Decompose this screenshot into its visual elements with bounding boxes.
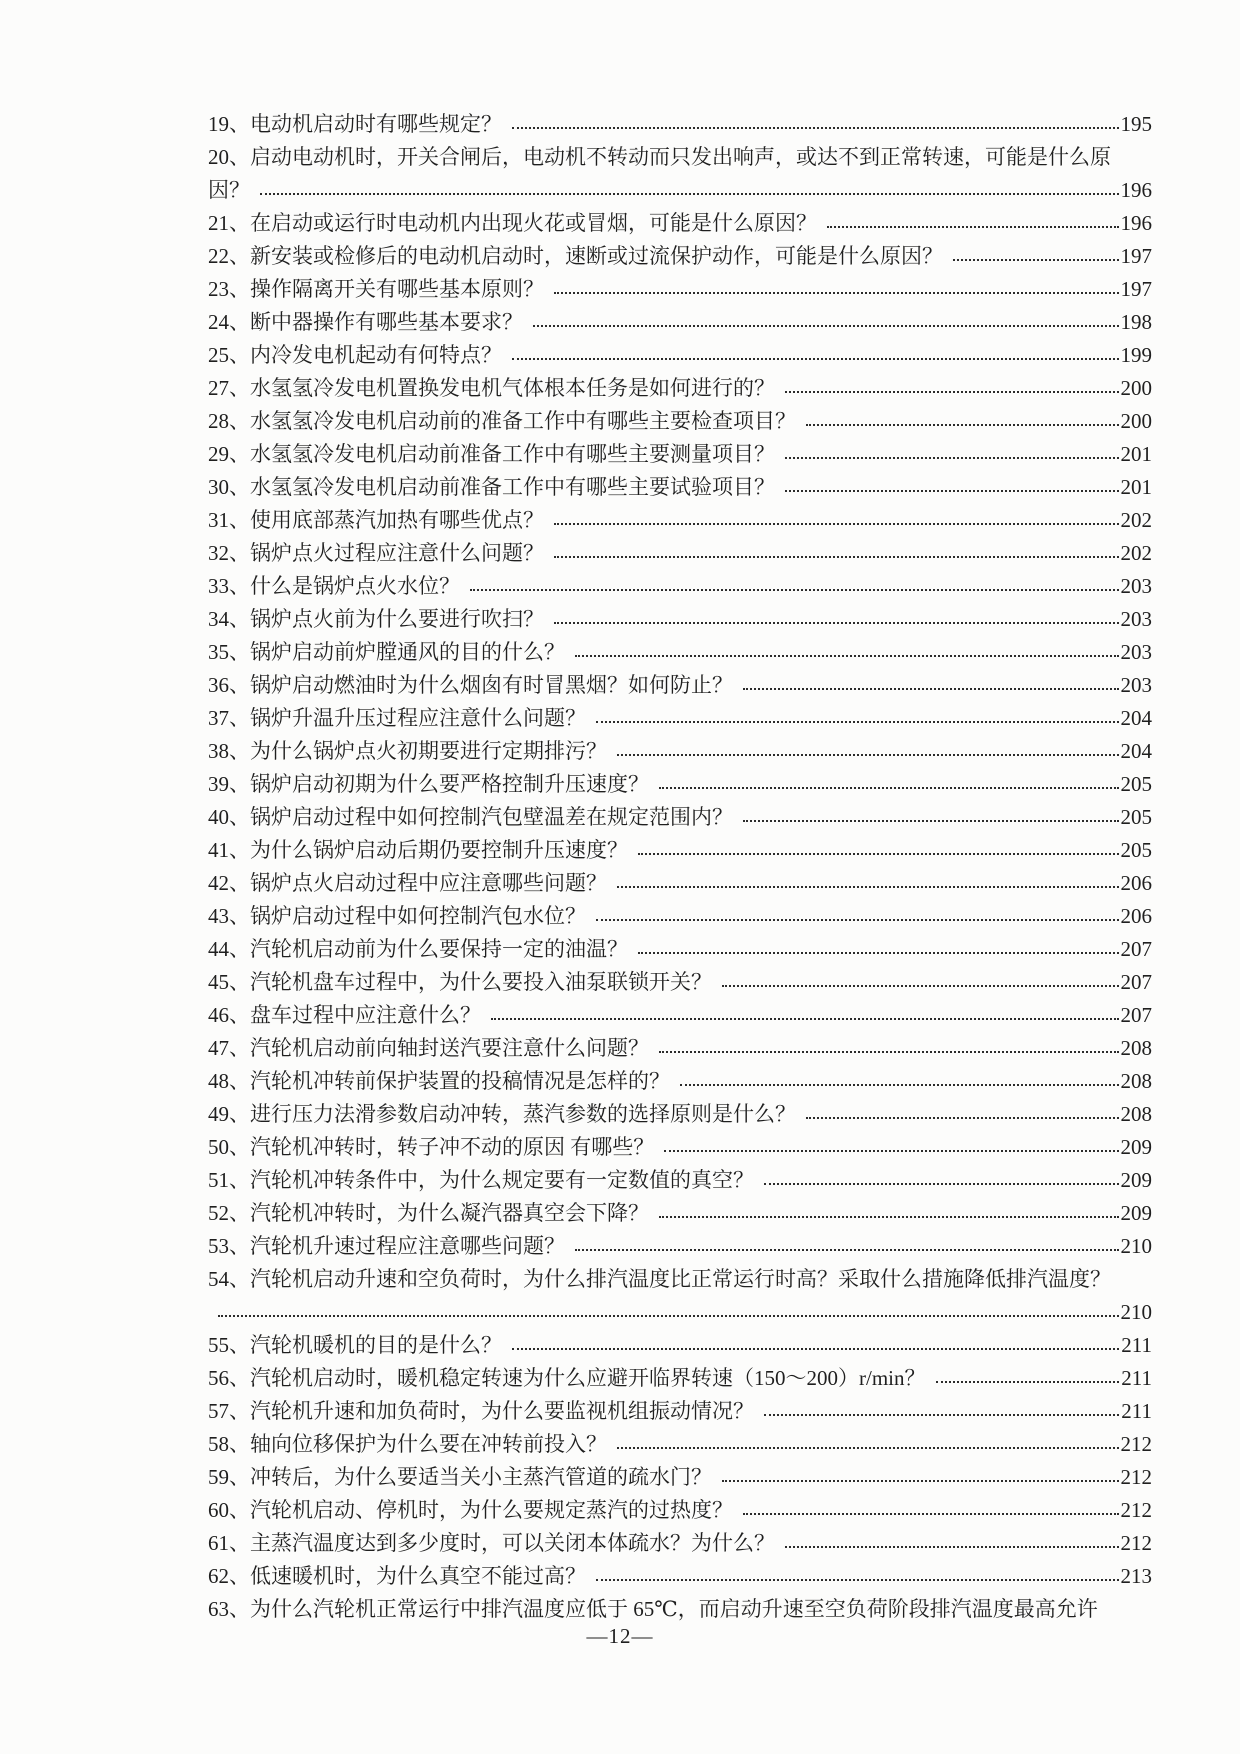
toc-entry-page-number: 203	[1120, 607, 1152, 631]
toc-entry	[208, 1325, 1152, 1358]
toc-entry-page-number: 205	[1120, 838, 1152, 862]
toc-entry	[208, 368, 1152, 401]
toc-entry-text: 47、汽轮机启动前向轴封送汽要注意什么问题？	[208, 1036, 649, 1060]
dot-leader	[659, 1051, 1119, 1053]
toc-entry-text: 24、断中器操作有哪些基本要求？	[208, 310, 523, 334]
toc-entry-page-number: 212	[1120, 1432, 1152, 1456]
toc-entry-text: 22、新安装或检修后的电动机启动时，速断或过流保护动作，可能是什么原因？	[208, 244, 943, 268]
toc-entry	[208, 1391, 1152, 1424]
toc-entry	[208, 1028, 1152, 1061]
dot-leader	[827, 226, 1119, 228]
toc-entry	[208, 434, 1152, 467]
toc-entry	[208, 830, 1152, 863]
dot-leader	[512, 127, 1119, 129]
toc-entry-text: 49、进行压力法滑参数启动冲转，蒸汽参数的选择原则是什么？	[208, 1102, 796, 1126]
toc-entry-page-number: 197	[1120, 277, 1152, 301]
toc-entry-page-number: 208	[1120, 1036, 1152, 1060]
toc-entry-text: 20、启动电动机时，开关合闸后，电动机不转动而只发出响声，或达不到正常转速，可能是什么原	[208, 145, 1111, 169]
toc-entry	[208, 170, 1152, 203]
dot-leader	[806, 1117, 1119, 1119]
toc-entry	[208, 1259, 1152, 1292]
toc-entry-text: 51、汽轮机冲转条件中，为什么规定要有一定数值的真空？	[208, 1168, 754, 1192]
toc-entry	[208, 533, 1152, 566]
toc-entry	[208, 731, 1152, 764]
dot-leader	[722, 985, 1119, 987]
toc-entry	[208, 863, 1152, 896]
toc-entry	[208, 1160, 1152, 1193]
toc-entry	[208, 1061, 1152, 1094]
dot-leader	[638, 952, 1119, 954]
toc-entry-text: 61、主蒸汽温度达到多少度时，可以关闭本体疏水？为什么？	[208, 1531, 775, 1555]
dot-leader	[659, 787, 1119, 789]
toc-entry-text: 42、锅炉点火启动过程中应注意哪些问题？	[208, 871, 607, 895]
dot-leader	[554, 292, 1119, 294]
toc-entry-page-number: 206	[1120, 871, 1152, 895]
toc-entry	[208, 665, 1152, 698]
toc-entry-text: 63、为什么汽轮机正常运行中排汽温度应低于 65℃，而启动升速至空负荷阶段排汽温度最高允许	[208, 1597, 1098, 1621]
toc-entry	[208, 335, 1152, 368]
dot-leader	[491, 1018, 1119, 1020]
dot-leader	[743, 820, 1119, 822]
toc-entry	[208, 1490, 1152, 1523]
toc-entry-page-number: 201	[1120, 442, 1152, 466]
toc-entry	[208, 104, 1152, 137]
toc-entry	[208, 1424, 1152, 1457]
dot-leader	[785, 1546, 1119, 1548]
toc-entry-page-number: 211	[1121, 1333, 1152, 1357]
toc-entry-text: 59、冲转后，为什么要适当关小主蒸汽管道的疏水门？	[208, 1465, 712, 1489]
toc-entry-page-number: 203	[1120, 574, 1152, 598]
toc-entry-text: 56、汽轮机启动时，暖机稳定转速为什么应避开临界转速（150～200）r/min？	[208, 1366, 926, 1390]
toc-entry	[208, 1589, 1152, 1622]
toc-entry	[208, 269, 1152, 302]
toc-entry-page-number: 210	[1120, 1234, 1152, 1258]
dot-leader	[596, 721, 1119, 723]
toc-entry-text: 55、汽轮机暖机的目的是什么？	[208, 1333, 502, 1357]
toc-entry-page-number: 208	[1120, 1102, 1152, 1126]
dot-leader	[785, 490, 1119, 492]
toc-entry	[208, 1457, 1152, 1490]
toc-entry-text: 57、汽轮机升速和加负荷时，为什么要监视机组振动情况？	[208, 1399, 754, 1423]
toc-entry-page-number: 208	[1120, 1069, 1152, 1093]
toc-entry-page-number: 211	[1121, 1399, 1152, 1423]
dot-leader	[617, 886, 1119, 888]
toc-entry-page-number: 203	[1120, 673, 1152, 697]
toc-entry	[208, 566, 1152, 599]
toc-entry	[208, 962, 1152, 995]
toc-entry-text: 46、盘车过程中应注意什么？	[208, 1003, 481, 1027]
toc-entry-page-number: 198	[1120, 310, 1152, 334]
toc-entry-page-number: 212	[1120, 1531, 1152, 1555]
dot-leader	[722, 1480, 1119, 1482]
toc-entry	[208, 1556, 1152, 1589]
toc-entry-page-number: 201	[1120, 475, 1152, 499]
toc-entry-text: 因？	[208, 178, 250, 202]
toc-entry-text: 34、锅炉点火前为什么要进行吹扫？	[208, 607, 544, 631]
toc-entry-text: 53、汽轮机升速过程应注意哪些问题？	[208, 1234, 565, 1258]
dot-leader	[785, 457, 1119, 459]
toc-entry-text: 36、锅炉启动燃油时为什么烟囱有时冒黑烟？如何防止？	[208, 673, 733, 697]
toc-entry-page-number: 200	[1120, 409, 1152, 433]
toc-entry-page-number: 204	[1120, 706, 1152, 730]
toc-entry-text: 48、汽轮机冲转前保护装置的投稿情况是怎样的？	[208, 1069, 670, 1093]
toc-entry-page-number: 213	[1120, 1564, 1152, 1588]
dot-leader	[260, 193, 1119, 195]
toc-entry-text: 38、为什么锅炉点火初期要进行定期排污？	[208, 739, 607, 763]
toc-entry-page-number: 196	[1120, 178, 1152, 202]
toc-entry-text: 45、汽轮机盘车过程中，为什么要投入油泵联锁开关？	[208, 970, 712, 994]
toc-entry	[208, 203, 1152, 236]
dot-leader	[596, 919, 1119, 921]
toc-entry	[208, 1292, 1152, 1325]
dot-leader	[936, 1381, 1120, 1383]
toc-entry-page-number: 211	[1121, 1366, 1152, 1390]
toc-entry	[208, 764, 1152, 797]
toc-entry-page-number: 209	[1120, 1201, 1152, 1225]
toc-entry-page-number: 205	[1120, 772, 1152, 796]
toc-entry-page-number: 203	[1120, 640, 1152, 664]
dot-leader	[554, 523, 1119, 525]
toc-entry	[208, 401, 1152, 434]
dot-leader	[575, 655, 1119, 657]
dot-leader	[764, 1183, 1119, 1185]
toc-entry-page-number: 207	[1120, 1003, 1152, 1027]
dot-leader	[218, 1315, 1119, 1317]
dot-leader	[617, 754, 1119, 756]
table-of-contents	[208, 104, 1152, 1622]
toc-entry-page-number: 204	[1120, 739, 1152, 763]
toc-entry-page-number: 206	[1120, 904, 1152, 928]
toc-entry-text: 25、内冷发电机起动有何特点？	[208, 343, 502, 367]
toc-entry	[208, 1193, 1152, 1226]
toc-entry	[208, 599, 1152, 632]
toc-entry-text: 19、电动机启动时有哪些规定？	[208, 112, 502, 136]
dot-leader	[575, 1249, 1119, 1251]
dot-leader	[617, 1447, 1119, 1449]
dot-leader	[680, 1084, 1119, 1086]
toc-entry-text: 32、锅炉点火过程应注意什么问题？	[208, 541, 544, 565]
toc-entry-page-number: 200	[1120, 376, 1152, 400]
dot-leader	[659, 1216, 1119, 1218]
toc-entry	[208, 236, 1152, 269]
toc-entry-page-number: 209	[1120, 1168, 1152, 1192]
dot-leader	[638, 853, 1119, 855]
toc-entry-text: 52、汽轮机冲转时，为什么凝汽器真空会下降？	[208, 1201, 649, 1225]
toc-entry-text: 60、汽轮机启动、停机时，为什么要规定蒸汽的过热度？	[208, 1498, 733, 1522]
dot-leader	[512, 358, 1119, 360]
dot-leader	[953, 259, 1119, 261]
toc-entry-text: 23、操作隔离开关有哪些基本原则？	[208, 277, 544, 301]
toc-entry-page-number: 210	[1120, 1300, 1152, 1324]
toc-entry-text: 44、汽轮机启动前为什么要保持一定的油温？	[208, 937, 628, 961]
toc-entry	[208, 929, 1152, 962]
dot-leader	[533, 325, 1119, 327]
toc-entry-page-number: 197	[1120, 244, 1152, 268]
toc-entry-text: 28、水氢氢冷发电机启动前的准备工作中有哪些主要检查项目？	[208, 409, 796, 433]
toc-entry-text: 58、轴向位移保护为什么要在冲转前投入？	[208, 1432, 607, 1456]
toc-entry-text: 39、锅炉启动初期为什么要严格控制升压速度？	[208, 772, 649, 796]
toc-entry-text: 30、水氢氢冷发电机启动前准备工作中有哪些主要试验项目？	[208, 475, 775, 499]
toc-entry	[208, 995, 1152, 1028]
toc-entry-text: 27、水氢氢冷发电机置换发电机气体根本任务是如何进行的？	[208, 376, 775, 400]
toc-entry	[208, 302, 1152, 335]
toc-entry	[208, 1358, 1152, 1391]
toc-entry-text: 62、低速暖机时，为什么真空不能过高？	[208, 1564, 586, 1588]
toc-entry	[208, 1226, 1152, 1259]
toc-entry	[208, 1523, 1152, 1556]
toc-entry-text: 29、水氢氢冷发电机启动前准备工作中有哪些主要测量项目？	[208, 442, 775, 466]
toc-entry-text: 54、汽轮机启动升速和空负荷时，为什么排汽温度比正常运行时高？采取什么措施降低排汽温度？	[208, 1267, 1111, 1291]
toc-entry-page-number: 196	[1120, 211, 1152, 235]
toc-entry-page-number: 202	[1120, 508, 1152, 532]
dot-leader	[664, 1150, 1118, 1152]
dot-leader	[596, 1579, 1119, 1581]
toc-entry	[208, 1094, 1152, 1127]
toc-entry	[208, 797, 1152, 830]
dot-leader	[764, 1414, 1119, 1416]
dot-leader	[743, 1513, 1119, 1515]
toc-entry-text: 33、什么是锅炉点火水位？	[208, 574, 460, 598]
dot-leader	[785, 391, 1119, 393]
dot-leader	[470, 589, 1119, 591]
dot-leader	[806, 424, 1119, 426]
toc-entry	[208, 698, 1152, 731]
toc-entry-text: 31、使用底部蒸汽加热有哪些优点？	[208, 508, 544, 532]
toc-entry-page-number: 202	[1120, 541, 1152, 565]
toc-entry-page-number: 207	[1120, 970, 1152, 994]
toc-entry-page-number: 209	[1120, 1135, 1152, 1159]
toc-entry-page-number: 207	[1120, 937, 1152, 961]
toc-entry-text: 37、锅炉升温升压过程应注意什么问题？	[208, 706, 586, 730]
toc-entry-page-number: 199	[1120, 343, 1152, 367]
toc-entry-text: 21、在启动或运行时电动机内出现火花或冒烟，可能是什么原因？	[208, 211, 817, 235]
toc-entry	[208, 467, 1152, 500]
toc-entry-text: 41、为什么锅炉启动后期仍要控制升压速度？	[208, 838, 628, 862]
toc-entry	[208, 632, 1152, 665]
toc-entry-page-number: 212	[1120, 1498, 1152, 1522]
toc-entry-text: 35、锅炉启动前炉膛通风的目的什么？	[208, 640, 565, 664]
dot-leader	[743, 688, 1119, 690]
toc-entry-text: 43、锅炉启动过程中如何控制汽包水位？	[208, 904, 586, 928]
dot-leader	[512, 1348, 1119, 1350]
toc-entry-page-number: 205	[1120, 805, 1152, 829]
toc-entry-page-number: 212	[1120, 1465, 1152, 1489]
toc-entry	[208, 137, 1152, 170]
toc-entry-text: 40、锅炉启动过程中如何控制汽包壁温差在规定范围内？	[208, 805, 733, 829]
dot-leader	[554, 622, 1119, 624]
toc-entry-page-number: 195	[1120, 112, 1152, 136]
toc-entry	[208, 500, 1152, 533]
toc-entry	[208, 896, 1152, 929]
page-number-footer: —12—	[586, 1624, 654, 1648]
toc-entry-text: 50、汽轮机冲转时，转子冲不动的原因 有哪些？	[208, 1135, 655, 1159]
dot-leader	[554, 556, 1119, 558]
toc-entry	[208, 1127, 1152, 1160]
